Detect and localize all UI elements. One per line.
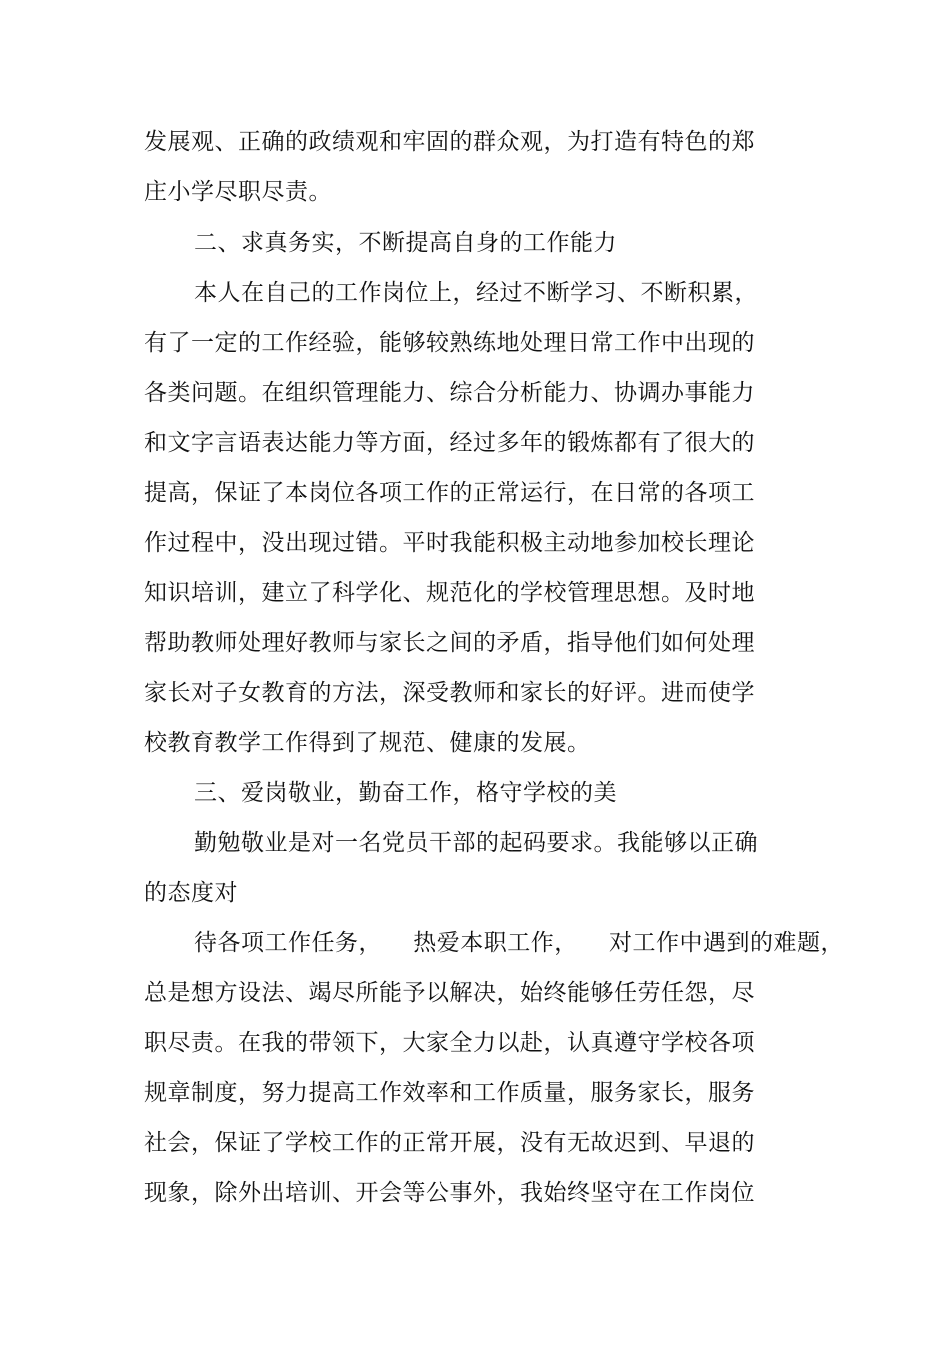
text-line: 帮助教师处理好教师与家长之间的矛盾，指导他们如何处理: [144, 630, 755, 656]
text-line: 规章制度，努力提高工作效率和工作质量，服务家长，服务: [144, 1080, 755, 1106]
text-line: 校教育教学工作得到了规范、健康的发展。: [144, 730, 591, 756]
text-line: 待各项工作任务， 热爱本职工作， 对工作中遇到的难题，: [194, 930, 844, 956]
text-line: 各类问题。在组织管理能力、综合分析能力、协调办事能力: [144, 380, 755, 406]
section-heading: 三、爱岗敬业，勤奋工作，格守学校的美: [194, 780, 617, 806]
text-line: 的态度对: [144, 880, 238, 906]
text-line: 勤勉敬业是对一名党员干部的起码要求。我能够以正确: [194, 830, 758, 856]
text-line: 社会，保证了学校工作的正常开展，没有无故迟到、早退的: [144, 1130, 755, 1156]
text-line: 职尽责。在我的带领下，大家全力以赴，认真遵守学校各项: [144, 1030, 755, 1056]
text-line: 和文字言语表达能力等方面，经过多年的锻炼都有了很大的: [144, 430, 755, 456]
section-heading: 二、求真务实，不断提高自身的工作能力: [194, 230, 617, 256]
text-line: 知识培训，建立了科学化、规范化的学校管理思想。及时地: [144, 580, 755, 606]
text-line: 有了一定的工作经验，能够较熟练地处理日常工作中出现的: [144, 330, 755, 356]
text-line: 总是想方设法、竭尽所能予以解决，始终能够任劳任怨，尽: [144, 980, 755, 1006]
text-line: 庄小学尽职尽责。: [144, 179, 332, 205]
text-line: 本人在自己的工作岗位上，经过不断学习、不断积累，: [194, 280, 758, 306]
text-line: 发展观、正确的政绩观和牢固的群众观，为打造有特色的郑: [144, 129, 755, 155]
text-line: 家长对子女教育的方法，深受教师和家长的好评。进而使学: [144, 680, 755, 706]
text-line: 作过程中，没出现过错。平时我能积极主动地参加校长理论: [144, 530, 755, 556]
text-line: 提高，保证了本岗位各项工作的正常运行，在日常的各项工: [144, 480, 755, 506]
text-line: 现象，除外出培训、开会等公事外，我始终坚守在工作岗位: [144, 1180, 755, 1206]
